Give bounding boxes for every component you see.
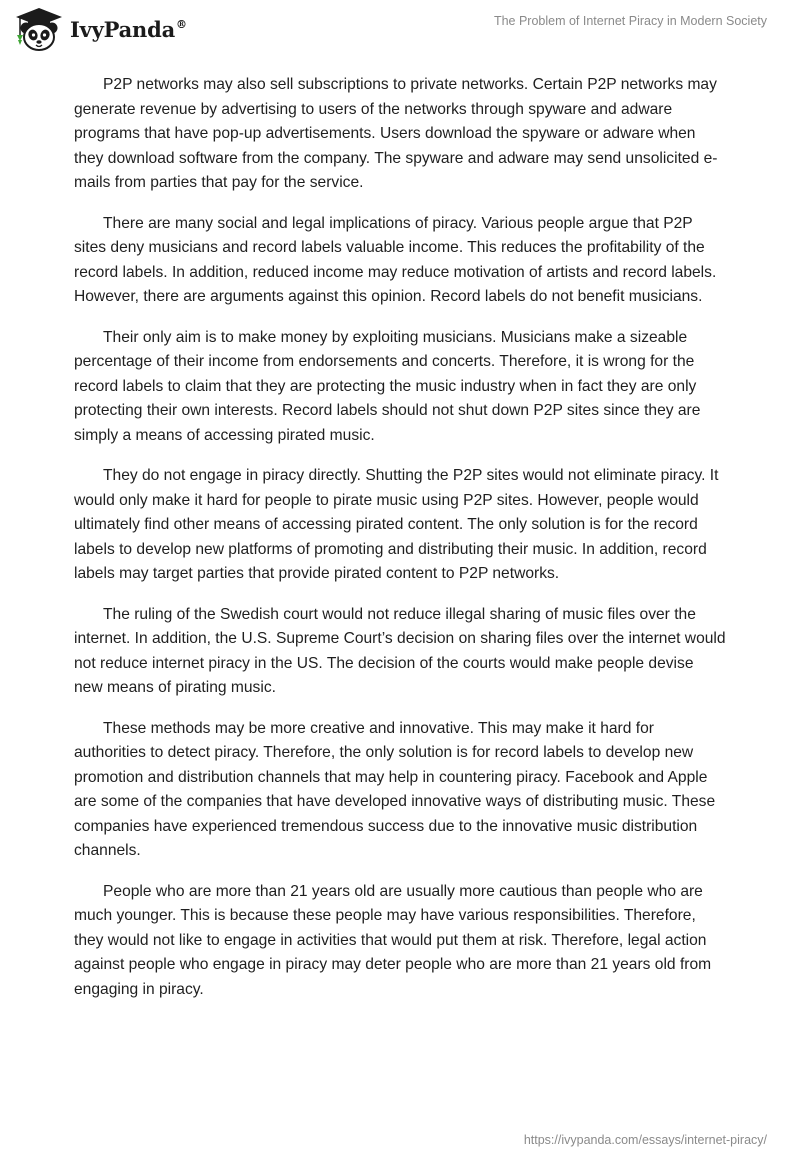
registered-mark: ® [176,17,187,31]
paragraph: The ruling of the Swedish court would not reduce illegal sharing of music files over the internet. In addition, the U.S. Supreme Court’s decision on sharing files over the internet would not reduce internet piracy in the US. The decision of the courts would make people devise new means of pirating music. [74,605,726,696]
essay-body [74,73,726,1018]
ivypanda-logo[interactable] [12,7,187,51]
brand-name: IvyPanda® [70,16,187,42]
document-title: The Problem of Internet Piracy in Modern Society [493,14,767,28]
paragraph: They do not engage in piracy directly. Shutting the P2P sites would not eliminate piracy. It would only make it hard for people to pirate music using P2P sites. However, people would ultimately find other means of accessing pirated content. The only solution is for the record labels to develop new platforms of promoting and distributing their music. In addition, record labels may target parties that provide pirated content to P2P networks. [74,467,719,582]
page-header [0,0,800,70]
paragraph: Their only aim is to make money by exploiting musicians. Musicians make a sizeable percentage of their income from endorsements and concerts. Therefore, it is wrong for the record labels to claim that they are protecting the music industry when in fact they are only protecting their own interests. Record labels should not shut down P2P sites since they are simply a means of accessing pirated music. [74,328,701,444]
paragraph: P2P networks may also sell subscriptions to private networks. Certain P2P networks may generate revenue by advertising to users of the networks through spyware and adware programs that have pop-up advertisements. Users download the spyware or adware when they download software from the company. The spyware and adware may send unsolicited e-mails from parties that pay for the service. [74,76,718,191]
paragraph: People who are more than 21 years old are usually more cautious than people who are much younger. This is because these people may have various responsibilities. Therefore, they would not like to engage in activities that would put them at risk. Therefore, legal action against people who engage in piracy may deter people who are more than 21 years old from engaging in piracy. [74,882,712,998]
paragraph: These methods may be more creative and innovative. This may make it hard for authorities to detect piracy. Therefore, the only solution is for record labels to develop new promotion and distribution channels that may help in countering piracy. Facebook and Apple are some of the companies that have developed innovative ways of distributing music. These companies have experienced tremendous success due to the innovative music distribution channels. [74,719,716,859]
paragraph: There are many social and legal implications of piracy. Various people argue that P2P sites deny musicians and record labels valuable income. This reduces the profitability of the record labels. In addition, reduced income may reduce motivation of artists and record labels. However, there are arguments against this opinion. Record labels do not benefit musicians. [74,214,717,305]
source-url-link[interactable]: https://ivypanda.com/essays/internet-piracy/ [523,1133,767,1147]
panda-graduate-icon [12,7,66,51]
